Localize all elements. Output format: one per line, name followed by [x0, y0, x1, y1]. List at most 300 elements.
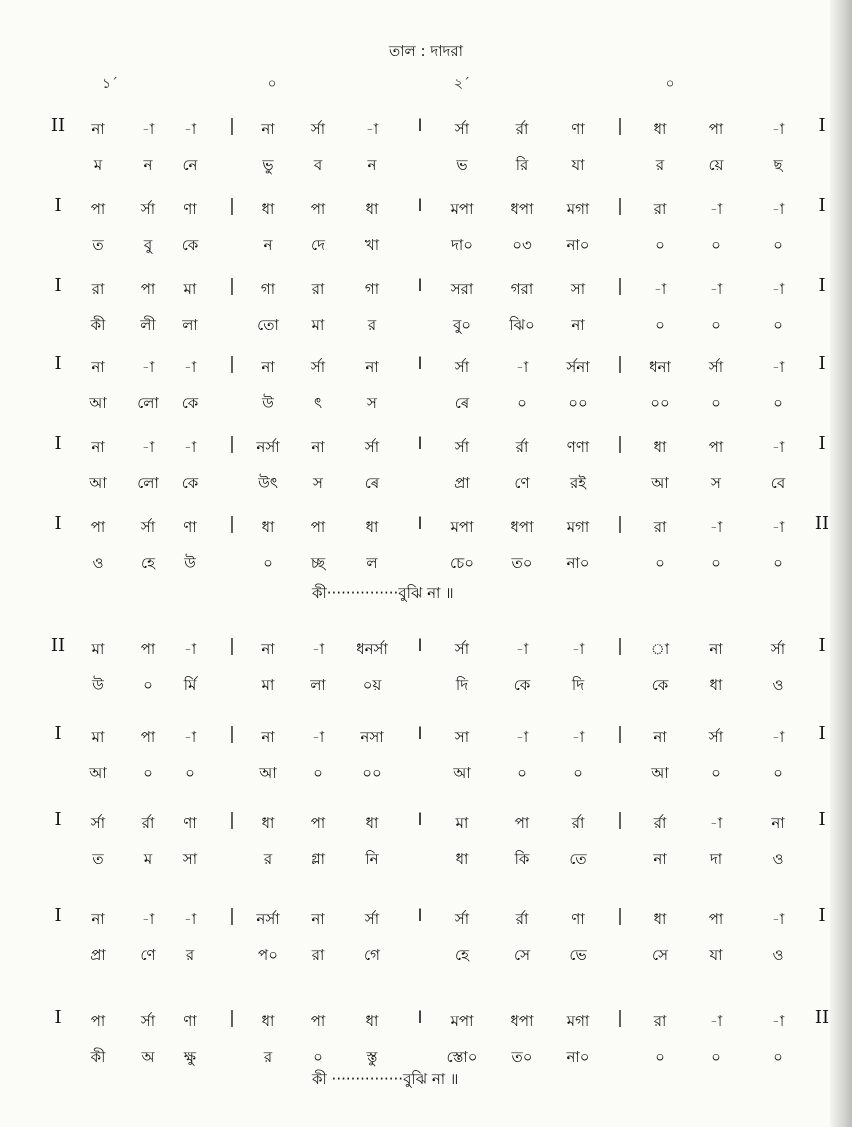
lyric-cell: আ [259, 764, 277, 782]
lyric-cell: না [653, 850, 667, 868]
lyric-cell: স [313, 474, 323, 492]
note-cell: -া [365, 120, 379, 138]
note-cell: ণা [571, 910, 585, 928]
lyric-cell: কী [90, 316, 106, 334]
lyric-cell: ম [143, 850, 153, 868]
note-cell: র্সা [140, 518, 156, 536]
lyric-cell: চ্ছ [310, 554, 326, 572]
lyric-cell: ০৩ [512, 236, 532, 254]
lyric-cell: ০ [711, 554, 721, 572]
note-cell: -া [771, 728, 785, 746]
note-cell: পা [90, 200, 106, 218]
lyric-cell: ন [263, 236, 273, 254]
lyric-cell: ০ [655, 554, 665, 572]
note-cell: রা [311, 280, 325, 298]
lyric-cell: ণে [140, 946, 156, 964]
section-divider: I [417, 1008, 423, 1028]
note-cell: র্রা [515, 438, 529, 456]
note-cell: না [261, 728, 275, 746]
note-cell: সা [454, 728, 470, 746]
lyric-cell: হে [455, 946, 469, 964]
lyric-cell: ০ [773, 394, 783, 412]
lyric-cell: ল [366, 554, 378, 572]
note-cell: রা [653, 200, 667, 218]
lyric-cell: লা [182, 316, 198, 334]
lyric-cell: কে [181, 236, 199, 254]
lyric-cell: ভ [456, 156, 468, 174]
beat-divider: | [617, 636, 623, 656]
lyric-cell: ০ [773, 1048, 783, 1066]
lyric-cell: ত [92, 850, 104, 868]
lyric-cell: ০ [711, 236, 721, 254]
lyric-cell: না০ [566, 1048, 590, 1066]
section-divider: I [417, 810, 423, 830]
lyric-cell: উ [92, 676, 104, 694]
note-cell: ধপা [510, 200, 534, 218]
beat-divider: | [617, 354, 623, 374]
beat-divider: | [229, 434, 235, 454]
lyric-cell: ০ [773, 316, 783, 334]
beat-divider: | [229, 196, 235, 216]
lyric-cell: ০ [773, 236, 783, 254]
end-barline: I [818, 353, 826, 374]
beat-divider: | [617, 116, 623, 136]
note-cell: মা [91, 728, 105, 746]
note-cell: পা [310, 1012, 326, 1030]
note-cell: মা [183, 280, 197, 298]
note-cell: মগা [566, 200, 590, 218]
lyric-cell: ০ [655, 316, 665, 334]
note-cell: -া [515, 358, 529, 376]
lyric-cell: ভু [262, 156, 274, 174]
lyric-cell: র [655, 156, 665, 174]
end-barline: I [818, 275, 826, 296]
note-cell: র্সা [364, 438, 380, 456]
lyric-cell: র [185, 946, 195, 964]
tala-marker: ১´ [101, 76, 119, 92]
tala-marker: ০ [267, 76, 277, 92]
note-cell: মগা [566, 518, 590, 536]
lyric-cell: কে [651, 676, 669, 694]
beat-divider: | [617, 434, 623, 454]
note-cell: -া [771, 438, 785, 456]
note-cell: র্সা [140, 1012, 156, 1030]
lyric-cell: ০ [185, 764, 195, 782]
lyric-cell: ০ [773, 764, 783, 782]
lyric-cell: ত [92, 236, 104, 254]
lyric-cell: দি [455, 676, 469, 694]
lyric-cell: র্মি [183, 676, 197, 694]
note-cell: র্সা [90, 814, 106, 832]
lyric-cell: চে০ [450, 554, 474, 572]
note-cell: গা [260, 280, 276, 298]
note-cell: -া [183, 120, 197, 138]
lyric-cell: বু০ [452, 316, 472, 334]
note-cell: -া [515, 728, 529, 746]
beat-divider: | [229, 906, 235, 926]
lyric-cell: ০ [313, 1048, 323, 1066]
section-divider: I [417, 354, 423, 374]
note-cell: র্সনা [566, 358, 590, 376]
lyric-cell: তে [569, 850, 587, 868]
lyric-cell: নি [365, 850, 379, 868]
lyric-cell: ৎ [313, 394, 323, 412]
start-barline: I [54, 275, 62, 296]
lyric-cell: ত০ [511, 554, 533, 572]
beat-divider: | [617, 276, 623, 296]
lyric-cell: ০ [711, 1048, 721, 1066]
section-divider: I [417, 434, 423, 454]
lyric-cell: ০ [573, 764, 583, 782]
note-cell: র্সা [454, 910, 470, 928]
note-cell: পা [310, 814, 326, 832]
beat-divider: | [229, 276, 235, 296]
page-title: তাল : দাদরা [388, 42, 464, 60]
beat-divider: | [229, 636, 235, 656]
lyric-cell: বে [770, 474, 786, 492]
lyric-cell: কি [514, 850, 530, 868]
note-cell: পা [140, 640, 156, 658]
lyric-cell: ০ [313, 764, 323, 782]
lyric-cell: মা [311, 316, 325, 334]
lyric-cell: রি [515, 156, 529, 174]
lyric-cell: কী [90, 1048, 106, 1066]
lyric-cell: ণে [514, 474, 530, 492]
note-cell: গা [364, 280, 380, 298]
beat-divider: | [229, 724, 235, 744]
beat-divider: | [229, 1008, 235, 1028]
note-cell: মা [455, 814, 469, 832]
note-cell: -া [141, 358, 155, 376]
lyric-cell: কে [513, 676, 531, 694]
note-cell: া [650, 640, 670, 658]
note-cell: ণা [571, 120, 585, 138]
note-cell: ধা [261, 518, 275, 536]
beat-divider: | [617, 810, 623, 830]
note-cell: র্সা [770, 640, 786, 658]
lyric-cell: যা [571, 156, 585, 174]
note-cell: না [365, 358, 379, 376]
note-cell: -া [771, 1012, 785, 1030]
lyric-cell: উৎ [258, 474, 278, 492]
start-barline: I [54, 905, 62, 926]
note-cell: -া [183, 910, 197, 928]
note-cell: রা [653, 1012, 667, 1030]
lyric-cell: ০ [263, 554, 273, 572]
section-divider: I [417, 116, 423, 136]
end-barline: I [818, 905, 826, 926]
note-cell: না [91, 120, 105, 138]
lyric-cell: নে [182, 156, 198, 174]
note-cell: র্সা [454, 358, 470, 376]
lyric-cell: স [711, 474, 721, 492]
note-cell: -া [709, 1012, 723, 1030]
note-cell: মপা [450, 518, 474, 536]
beat-divider: | [617, 196, 623, 216]
lyric-cell: ০ [655, 236, 665, 254]
section-divider: I [417, 724, 423, 744]
lyric-cell: গে [364, 946, 380, 964]
lyric-cell: উ [184, 554, 196, 572]
lyric-cell: আ [651, 474, 669, 492]
lyric-cell: না [571, 316, 585, 334]
note-cell: ধপা [510, 1012, 534, 1030]
section-divider: I [417, 276, 423, 296]
end-barline: I [818, 635, 826, 656]
page-edge-shadow [830, 0, 852, 1127]
lyric-cell: অ [141, 1048, 155, 1066]
note-cell: র্সা [364, 910, 380, 928]
note-cell: ণা [183, 518, 197, 536]
note-cell: মপা [450, 200, 474, 218]
note-cell: পা [310, 200, 326, 218]
note-cell: -া [515, 640, 529, 658]
lyric-cell: লো [137, 474, 159, 492]
note-cell: র্রা [515, 910, 529, 928]
note-cell: নর্সা [256, 438, 280, 456]
lyric-cell: আ [453, 764, 471, 782]
lyric-cell: র [263, 1048, 273, 1066]
note-cell: মপা [450, 1012, 474, 1030]
note-cell: র্সা [310, 120, 326, 138]
note-cell: র্সা [708, 358, 724, 376]
note-cell: ধনর্সা [356, 640, 388, 658]
note-cell: রা [91, 280, 105, 298]
note-cell: র্সা [454, 640, 470, 658]
section-divider: I [417, 636, 423, 656]
note-cell: -া [141, 120, 155, 138]
note-cell: না [91, 438, 105, 456]
note-cell: ধা [365, 814, 379, 832]
note-cell: -া [141, 438, 155, 456]
note-cell: র্সা [454, 438, 470, 456]
note-cell: না [653, 728, 667, 746]
lyric-cell: প্রা [90, 946, 106, 964]
note-cell: পা [90, 1012, 106, 1030]
lyric-cell: ঝি০ [509, 316, 535, 334]
lyric-cell: ও [772, 676, 784, 694]
lyric-cell: ন [143, 156, 153, 174]
section-divider: I [417, 196, 423, 216]
lyric-cell: প্রা [454, 474, 470, 492]
lyric-cell: ০ [143, 676, 153, 694]
note-cell: -া [771, 200, 785, 218]
lyric-cell: ০০ [362, 764, 382, 782]
lyric-cell: বু [143, 236, 153, 254]
end-barline: II [814, 1007, 830, 1028]
end-barline: I [818, 723, 826, 744]
note-cell: র্সা [454, 120, 470, 138]
lyric-cell: ০ [655, 1048, 665, 1066]
note-cell: পা [514, 814, 530, 832]
note-cell: -া [183, 358, 197, 376]
lyric-cell: হে [141, 554, 155, 572]
lyric-cell: দা০ [451, 236, 473, 254]
beat-divider: | [229, 354, 235, 374]
note-cell: ধা [653, 120, 667, 138]
lyric-cell: ০০ [568, 394, 588, 412]
note-cell: ধা [261, 200, 275, 218]
lyric-cell: ০০ [650, 394, 670, 412]
note-cell: ধপা [510, 518, 534, 536]
lyric-cell: রই [569, 474, 587, 492]
note-cell: সরা [450, 280, 474, 298]
end-barline: I [818, 195, 826, 216]
note-cell: ধা [365, 200, 379, 218]
note-cell: ণণা [566, 438, 590, 456]
lyric-cell: না০ [566, 236, 590, 254]
lyric-cell: ম [93, 156, 103, 174]
lyric-cell: ধা [709, 676, 723, 694]
lyric-cell: না০ [566, 554, 590, 572]
note-cell: নর্সা [256, 910, 280, 928]
lyric-cell: ০ [517, 394, 527, 412]
note-cell: -া [709, 518, 723, 536]
note-cell: ণা [183, 814, 197, 832]
end-barline: I [818, 433, 826, 454]
lyric-cell: য়ে [708, 156, 724, 174]
beat-divider: | [229, 810, 235, 830]
note-cell: না [311, 910, 325, 928]
lyric-cell: ক্ষু [183, 1048, 197, 1066]
note-cell: পা [708, 438, 724, 456]
beat-divider: | [229, 514, 235, 534]
lyric-cell: আ [89, 394, 107, 412]
lyric-cell: ৰে [454, 394, 470, 412]
lyric-cell: ০ [143, 764, 153, 782]
note-cell: -া [709, 280, 723, 298]
start-barline: II [50, 635, 66, 656]
beat-divider: | [617, 514, 623, 534]
note-cell: ধনা [649, 358, 671, 376]
lyric-cell: মা [261, 676, 275, 694]
note-cell: র্রা [141, 814, 155, 832]
note-cell: -া [571, 640, 585, 658]
note-cell: মগা [566, 1012, 590, 1030]
note-cell: -া [571, 728, 585, 746]
note-cell: না [311, 438, 325, 456]
lyric-cell: লা [310, 676, 326, 694]
start-barline: I [54, 809, 62, 830]
lyric-cell: ০ [711, 764, 721, 782]
beat-divider: | [617, 1008, 623, 1028]
note-cell: ধা [365, 518, 379, 536]
lyric-cell: সা [182, 850, 198, 868]
note-cell: ধা [653, 910, 667, 928]
lyric-cell: লো [137, 394, 159, 412]
lyric-cell: উ [262, 394, 274, 412]
start-barline: I [54, 513, 62, 534]
lyric-cell: যা [709, 946, 723, 964]
note-cell: ধা [365, 1012, 379, 1030]
lyric-cell: স [367, 394, 377, 412]
lyric-cell: খা [364, 236, 380, 254]
note-cell: নসা [360, 728, 384, 746]
lyric-cell: ভে [569, 946, 587, 964]
lyric-cell: দে [311, 236, 325, 254]
lyric-cell: তো [257, 316, 279, 334]
lyric-cell: ০ [711, 394, 721, 412]
note-cell: ণা [183, 1012, 197, 1030]
note-cell: -া [709, 814, 723, 832]
note-cell: -া [771, 280, 785, 298]
note-cell: না [261, 120, 275, 138]
lyric-cell: র [367, 316, 377, 334]
start-barline: I [54, 433, 62, 454]
start-barline: I [54, 195, 62, 216]
lyric-cell: স্তু [366, 1048, 378, 1066]
note-cell: র্সা [708, 728, 724, 746]
note-cell: পা [140, 728, 156, 746]
note-cell: ধা [261, 1012, 275, 1030]
lyric-cell: ধা [455, 850, 469, 868]
note-cell: র্রা [653, 814, 667, 832]
lyric-cell: ছ [773, 156, 783, 174]
note-cell: -া [771, 910, 785, 928]
note-cell: -া [771, 358, 785, 376]
end-barline: II [814, 513, 830, 534]
beat-divider: | [229, 116, 235, 136]
lyric-cell: দা [709, 850, 723, 868]
note-cell: পা [90, 518, 106, 536]
lyric-cell: আ [89, 764, 107, 782]
note-cell: -া [183, 438, 197, 456]
note-cell: পা [708, 910, 724, 928]
note-cell: -া [183, 728, 197, 746]
note-cell: ধা [261, 814, 275, 832]
tala-marker: ০ [665, 76, 675, 92]
note-cell: -া [311, 728, 325, 746]
note-cell: -া [141, 910, 155, 928]
note-cell: র্রা [515, 120, 529, 138]
note-cell: রা [653, 518, 667, 536]
lyric-cell: ন [367, 156, 377, 174]
lyric-cell: ত০ [511, 1048, 533, 1066]
note-cell: -া [311, 640, 325, 658]
note-cell: ধা [653, 438, 667, 456]
lyric-cell: স্তো০ [446, 1048, 478, 1066]
note-cell: র্রা [571, 814, 585, 832]
lyric-cell: কে [181, 394, 199, 412]
lyric-cell: ৰে [364, 474, 380, 492]
lyric-cell: ব [313, 156, 323, 174]
note-cell: র্সা [310, 358, 326, 376]
lyric-cell: রা [311, 946, 325, 964]
note-cell: না [709, 640, 723, 658]
note-cell: গরা [510, 280, 534, 298]
note-cell: না [91, 910, 105, 928]
note-cell: র্সা [140, 200, 156, 218]
note-cell: -া [771, 518, 785, 536]
end-barline: I [818, 809, 826, 830]
beat-divider: | [617, 724, 623, 744]
note-cell: পা [708, 120, 724, 138]
lyric-cell: সে [514, 946, 530, 964]
note-cell: পা [310, 518, 326, 536]
note-cell: পা [140, 280, 156, 298]
beat-divider: | [617, 906, 623, 926]
note-cell: না [771, 814, 785, 832]
lyric-cell: ০ [773, 554, 783, 572]
end-barline: I [818, 115, 826, 136]
note-cell: সা [570, 280, 586, 298]
refrain-line: কী···············বুঝি না ॥ [312, 584, 454, 602]
lyric-cell: আ [651, 764, 669, 782]
note-cell: না [91, 358, 105, 376]
note-cell: -া [183, 640, 197, 658]
lyric-cell: আ [89, 474, 107, 492]
lyric-cell: ও [772, 850, 784, 868]
